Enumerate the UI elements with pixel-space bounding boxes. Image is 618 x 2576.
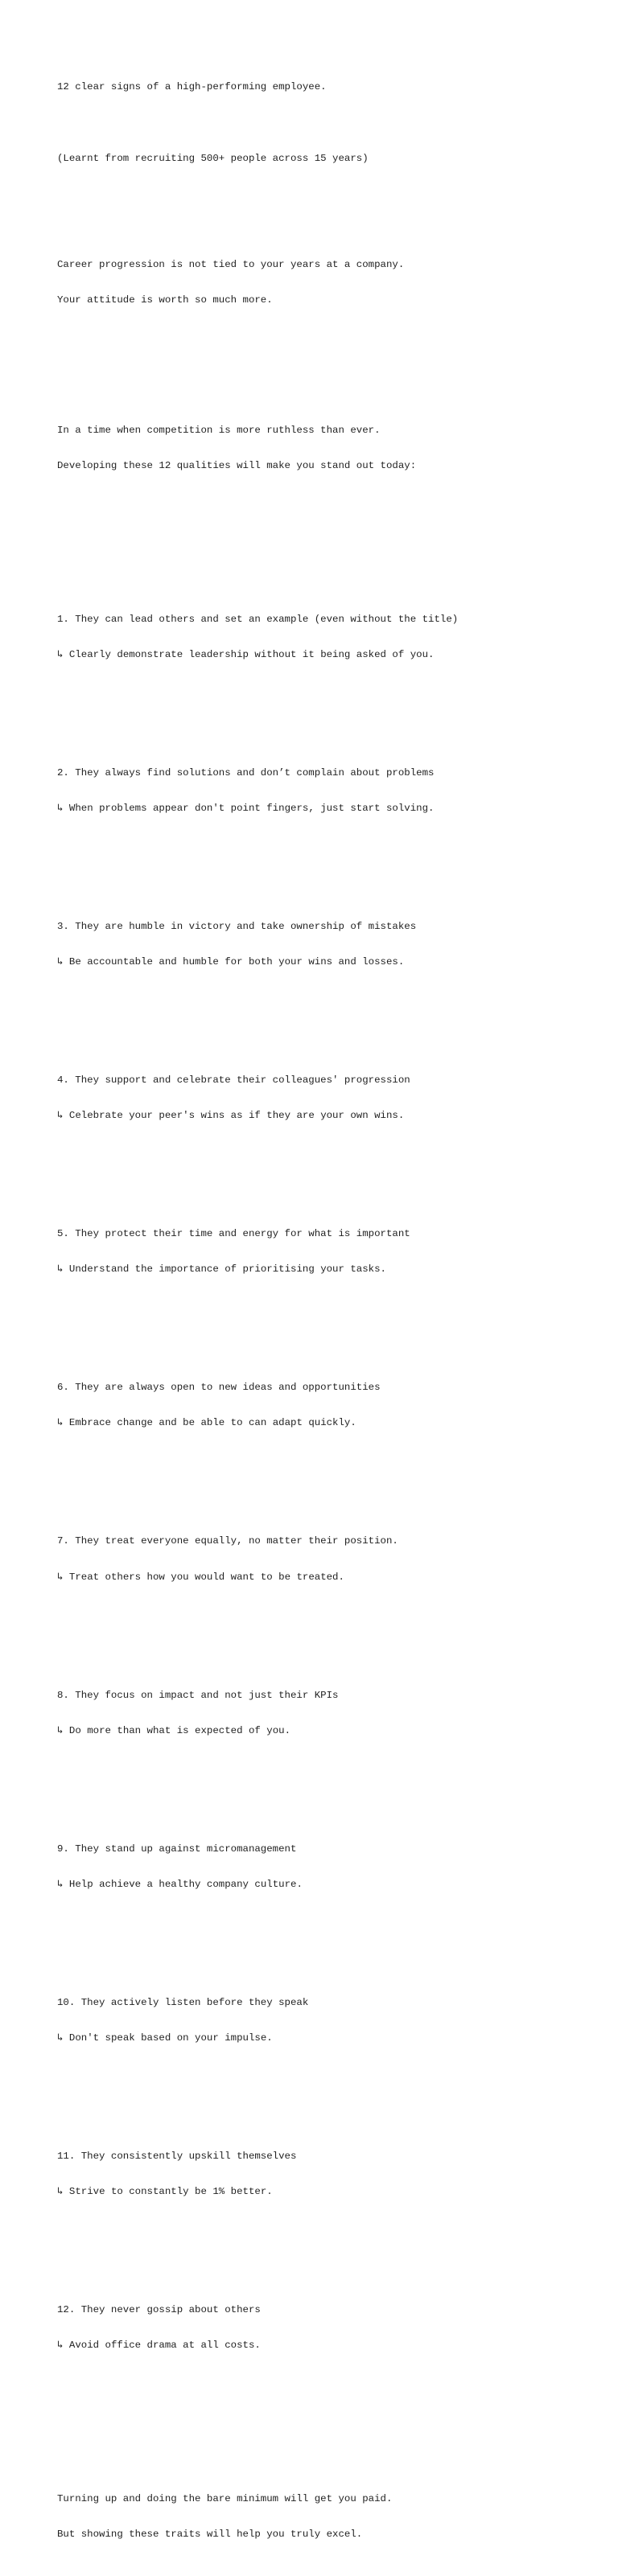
list-item <box>57 1666 604 1796</box>
spacer <box>57 117 604 129</box>
item-heading: 1. They can lead others and set an example (even without the title) <box>57 613 459 625</box>
item-heading: 8. They focus on impact and not just their KPIs <box>57 1689 339 1701</box>
item-detail: ↳ Treat others how you would want to be treated. <box>57 1571 344 1583</box>
spacer <box>57 353 604 365</box>
spacer <box>57 519 604 531</box>
list-item <box>57 1358 604 1489</box>
item-detail: ↳ Celebrate your peer's wins as if they are your own wins. <box>57 1110 405 1122</box>
item-detail: ↳ Understand the importance of prioritising your tasks. <box>57 1263 386 1276</box>
list-item <box>57 2281 604 2411</box>
context-line: In a time when competition is more ruthless than ever. <box>57 424 381 436</box>
item-detail: ↳ Don't speak based on your impulse. <box>57 2032 273 2044</box>
spacer <box>57 1914 604 1926</box>
intro-line: Your attitude is worth so much more. <box>57 294 273 306</box>
item-detail: ↳ When problems appear don't point fingers, just start solving. <box>57 803 435 815</box>
closing-line: But showing these traits will help you truly excel. <box>57 2529 363 2541</box>
spacer <box>57 1607 604 1619</box>
spacer <box>57 2221 604 2233</box>
list-item <box>57 898 604 1028</box>
item-heading: 7. They treat everyone equally, no matter their position. <box>57 1535 398 1547</box>
closing-line: Turning up and doing the bare minimum will get you paid. <box>57 2493 393 2505</box>
item-detail: ↳ Strive to constantly be 1% better. <box>57 2185 273 2197</box>
list-item <box>57 590 604 720</box>
spacer <box>57 2068 604 2080</box>
post-title: 12 clear signs of a high-performing employee. <box>57 81 327 93</box>
list-item <box>57 1973 604 2103</box>
item-heading: 2. They always find solutions and don’t complain about problems <box>57 766 435 779</box>
closing-paragraph <box>57 2470 604 2565</box>
list-item <box>57 2126 604 2257</box>
spacer <box>57 1145 604 1157</box>
spacer <box>57 2375 604 2387</box>
list-item <box>57 1819 604 1949</box>
item-heading: 12. They never gossip about others <box>57 2303 261 2315</box>
spacer <box>57 684 604 696</box>
spacer <box>57 188 604 200</box>
spacer <box>57 992 604 1004</box>
spacer <box>57 1453 604 1465</box>
spacer <box>57 1760 604 1773</box>
post-subtitle: (Learnt from recruiting 500+ people across 15 years) <box>57 152 369 164</box>
item-heading: 3. They are humble in victory and take ownership of mistakes <box>57 921 417 933</box>
list-item <box>57 744 604 874</box>
item-heading: 6. They are always open to new ideas and opportunities <box>57 1382 381 1394</box>
list-item <box>57 1051 604 1181</box>
item-heading: 9. They stand up against micromanagement <box>57 1843 297 1855</box>
context-line: Developing these 12 qualities will make you stand out today: <box>57 459 417 471</box>
context-paragraph <box>57 401 604 495</box>
spacer <box>57 838 604 850</box>
item-detail: ↳ Avoid office drama at all costs. <box>57 2340 261 2352</box>
list-item <box>57 1512 604 1642</box>
intro-line: Career progression is not tied to your years at a company. <box>57 258 405 270</box>
document-page <box>57 58 604 2576</box>
intro-paragraph <box>57 235 604 330</box>
item-detail: ↳ Do more than what is expected of you. <box>57 1724 291 1736</box>
item-detail: ↳ Help achieve a healthy company culture. <box>57 1878 303 1890</box>
item-heading: 10. They actively listen before they speak <box>57 1996 309 2008</box>
list-item <box>57 1205 604 1335</box>
item-detail: ↳ Be accountable and humble for both your wins and losses. <box>57 956 405 968</box>
item-heading: 5. They protect their time and energy for what is important <box>57 1228 410 1240</box>
spacer <box>57 1299 604 1311</box>
item-detail: ↳ Embrace change and be able to can adapt quickly. <box>57 1417 356 1429</box>
item-heading: 4. They support and celebrate their colleagues' progression <box>57 1074 410 1087</box>
item-detail: ↳ Clearly demonstrate leadership without it being asked of you. <box>57 648 435 660</box>
qualities-list <box>57 566 604 2434</box>
item-heading: 11. They consistently upskill themselves <box>57 2150 297 2162</box>
